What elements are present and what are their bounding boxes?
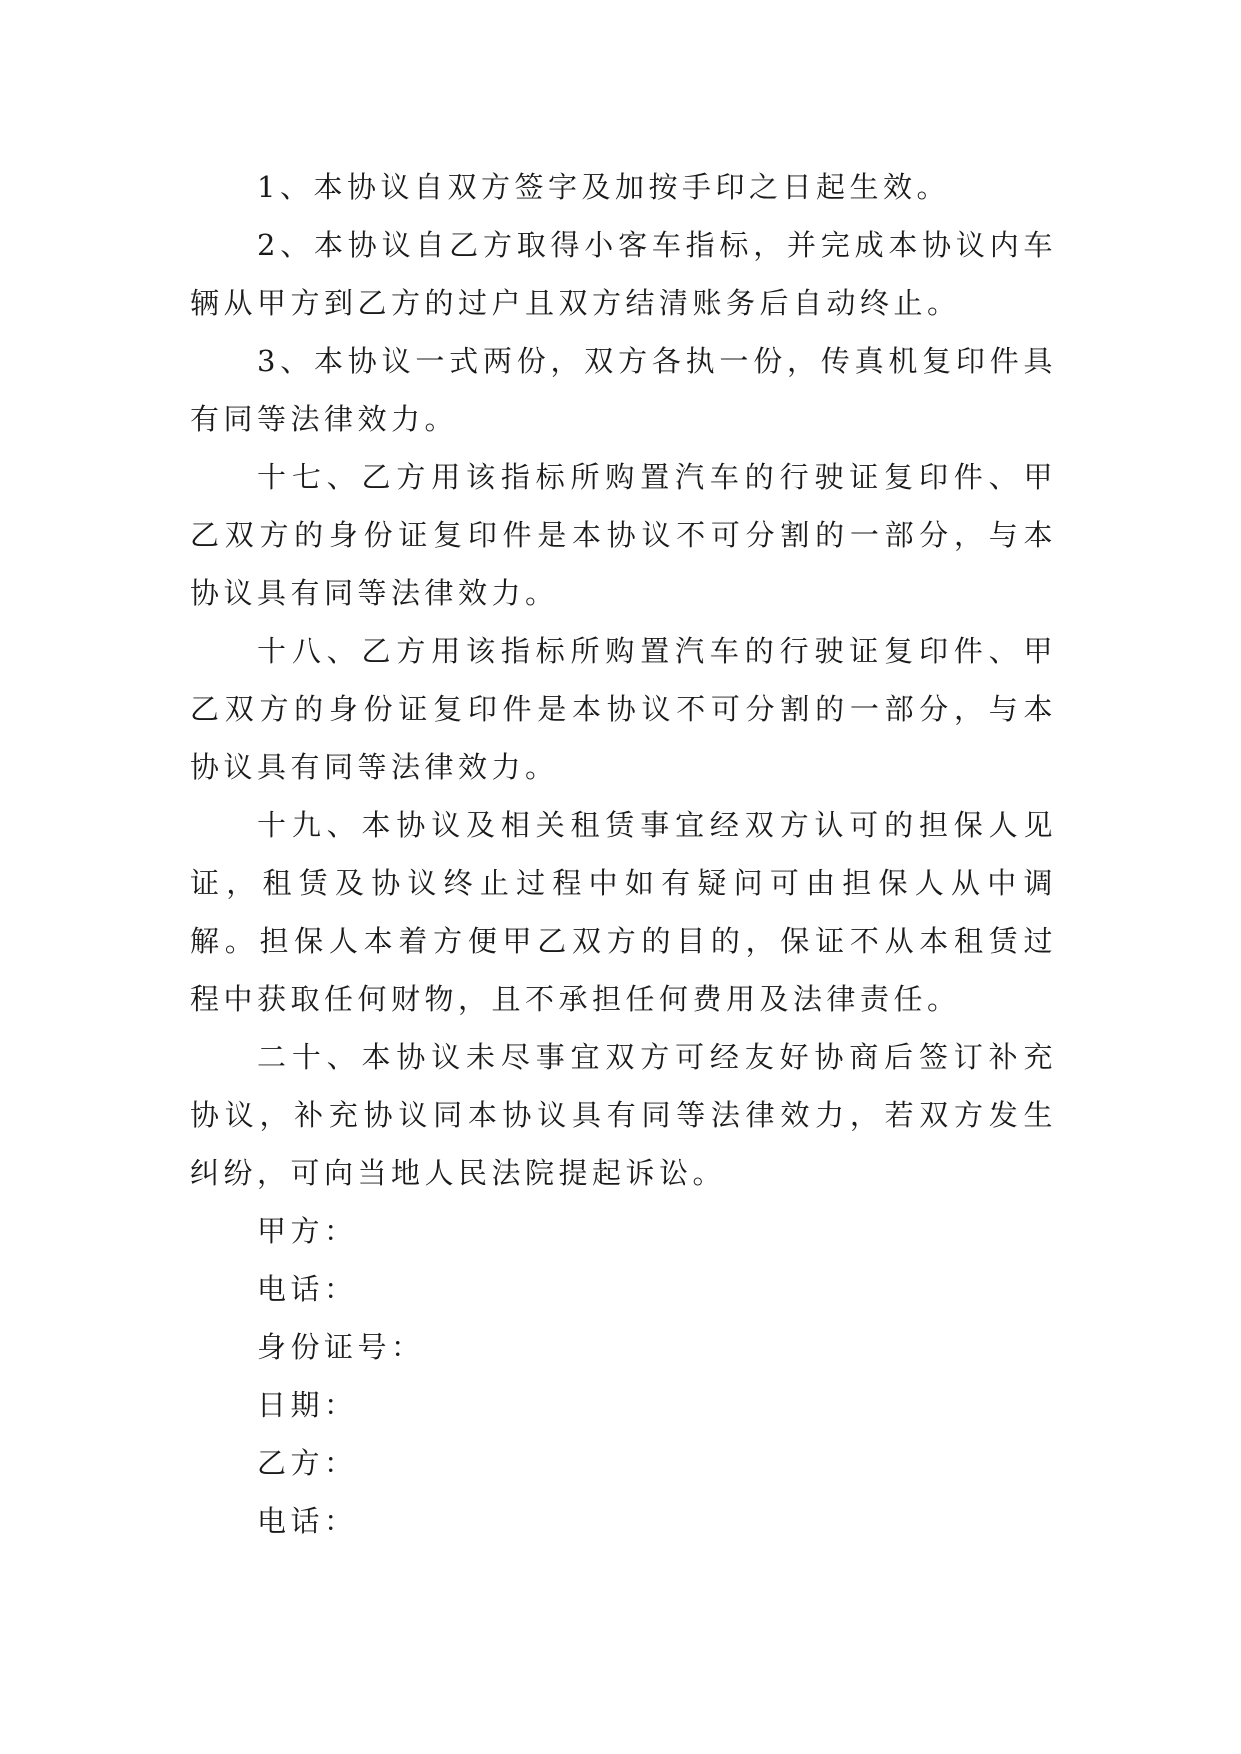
- signature-block: [190, 1202, 1057, 1550]
- clause-19: 十九、本协议及相关租赁事宜经双方认可的担保人见证，租赁及协议终止过程中如有疑问可由担保人从中调解。担保人本着方便甲乙双方的目的，保证不从本租赁过程中获取任何财物，且不承担任何费用及法律责任。: [190, 808, 1057, 1016]
- id-number-label: 身份证号：: [257, 1330, 425, 1364]
- clause-copies: 3、本协议一式两份，双方各执一份，传真机复印件具有同等法律效力。: [190, 344, 1057, 436]
- party-b-label: 乙方：: [257, 1446, 358, 1480]
- party-a-label: 甲方：: [257, 1214, 358, 1248]
- party-a-phone-label: 电话：: [257, 1272, 358, 1306]
- party-b-phone-label: 电话：: [257, 1504, 358, 1538]
- clause-17: 十七、乙方用该指标所购置汽车的行驶证复印件、甲乙双方的身份证复印件是本协议不可分割的一部分，与本协议具有同等法律效力。: [190, 460, 1057, 610]
- clause-effective-date: 1、本协议自双方签字及加按手印之日起生效。: [257, 170, 950, 204]
- document-body: [190, 158, 1057, 1550]
- clause-18: 十八、乙方用该指标所购置汽车的行驶证复印件、甲乙双方的身份证复印件是本协议不可分割的一部分，与本协议具有同等法律效力。: [190, 634, 1057, 784]
- clause-20: 二十、本协议未尽事宜双方可经友好协商后签订补充协议，补充协议同本协议具有同等法律效力，若双方发生纠纷，可向当地人民法院提起诉讼。: [190, 1040, 1057, 1190]
- date-label: 日期：: [257, 1388, 358, 1422]
- clause-termination: 2、本协议自乙方取得小客车指标，并完成本协议内车辆从甲方到乙方的过户且双方结清账务后自动终止。: [190, 228, 1057, 320]
